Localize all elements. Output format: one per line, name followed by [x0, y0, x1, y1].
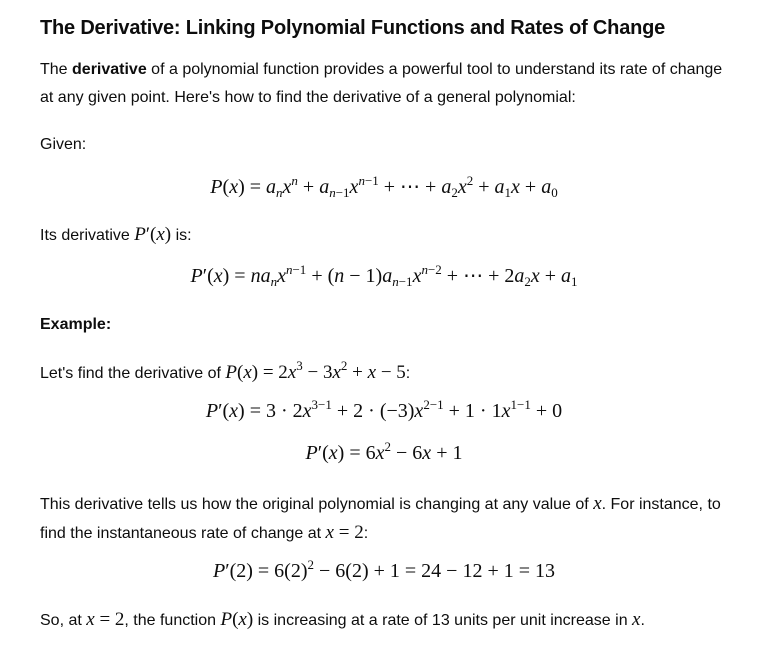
conclusion-text: , the function: [124, 612, 221, 629]
conclusion-text: So, at: [40, 612, 87, 629]
explanation-math: x = 2: [325, 522, 364, 543]
evaluation-equation: $P'(2) = 6(2)^2 - 6(2) + 1 = 24 - 12 + 1 = 13$: [212, 557, 555, 582]
conclusion-math: P(x): [220, 609, 254, 630]
given-label: Given:: [40, 136, 87, 153]
explanation-text: :: [363, 525, 369, 542]
general-derivative-equation: $P'(x) = na_nx^{n-1} + (n - 1)a_{n-1}x^{n-2}$ + ⋯ + $2a_2x + a_1$: [190, 262, 578, 289]
derivative-label-text: Its derivative: [40, 227, 135, 244]
derivative-label-math: P′(x): [134, 224, 172, 245]
example-derivative-step2: $P'(x) = 6x^2 - 6x + 1$: [305, 439, 463, 464]
explanation-text: This derivative tells us how the original polynomial is changing at any value of: [40, 496, 594, 513]
conclusion-text: .: [640, 612, 645, 629]
conclusion-math: x = 2: [86, 609, 125, 630]
conclusion-text: is increasing at a rate of 13 units per unit increase in: [253, 612, 633, 629]
example-polynomial-math: $P(x) = 2x^3 - 3x^2 + x - 5$: [225, 358, 406, 383]
intro-paragraph: [40, 56, 722, 112]
example-intro-text: Let's find the derivative of: [40, 365, 226, 382]
example-intro: [40, 359, 410, 388]
derivative-label: [40, 221, 192, 250]
derivative-label-text: is:: [171, 227, 192, 244]
example-heading: Example:: [40, 316, 112, 333]
conclusion-paragraph: [40, 606, 645, 635]
conclusion-math: x: [632, 609, 641, 630]
general-polynomial-equation: $P(x) = a_nx^n + a_{n-1}x^{n-1}$ + ⋯ + $a_2x^2 + a_1x + a_0$: [210, 173, 558, 200]
explanation-paragraph: [40, 490, 721, 548]
example-derivative-step1: $P'(x) = 3 \cdot 2x^{3-1} + 2 \cdot (-3)x^{2-1} + 1 \cdot 1x^{1-1} + 0$: [205, 397, 563, 422]
page-title: The Derivative: Linking Polynomial Functions and Rates of Change: [40, 17, 666, 39]
example-intro-text: :: [405, 365, 411, 382]
intro-text: at any given point. Here's how to find the derivative of a general polynomial:: [40, 89, 576, 106]
explanation-text: . For instance, to: [601, 496, 721, 513]
intro-text: The: [40, 61, 73, 78]
explanation-text: find the instantaneous rate of change at: [40, 525, 326, 542]
intro-text: of a polynomial function provides a powerful tool to understand its rate of change: [146, 61, 723, 78]
explanation-math: x: [593, 493, 602, 514]
intro-bold-term: derivative: [72, 61, 147, 78]
